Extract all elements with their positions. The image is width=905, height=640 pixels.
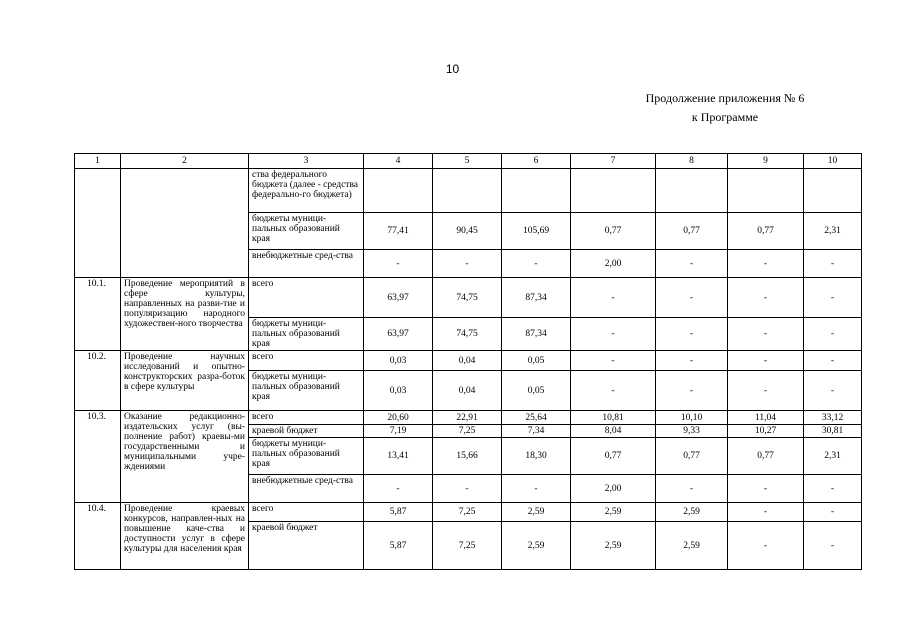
column-header: 8 [656, 154, 728, 169]
item-index-cell: 10.3. [75, 411, 121, 503]
value-cell: 2,59 [502, 522, 571, 570]
value-cell: - [433, 250, 502, 278]
value-cell [728, 169, 804, 213]
column-header: 5 [433, 154, 502, 169]
value-cell: 2,59 [571, 503, 656, 522]
value-cell [656, 169, 728, 213]
value-cell: 2,59 [656, 503, 728, 522]
value-cell: 0,77 [656, 438, 728, 475]
column-header: 10 [804, 154, 862, 169]
value-cell: - [804, 475, 862, 503]
value-cell: 0,04 [433, 351, 502, 371]
value-cell: - [804, 503, 862, 522]
value-cell: - [804, 318, 862, 351]
value-cell: 63,97 [364, 318, 433, 351]
column-header: 1 [75, 154, 121, 169]
value-cell [804, 169, 862, 213]
continuation-line-1: Продолжение приложения № 6 [645, 91, 805, 105]
value-cell: 0,05 [502, 371, 571, 411]
value-cell: - [804, 278, 862, 318]
value-cell: 0,04 [433, 371, 502, 411]
value-cell: - [433, 475, 502, 503]
value-cell: - [571, 318, 656, 351]
column-header: 4 [364, 154, 433, 169]
funding-source-cell: бюджеты муници-пальных образований края [249, 371, 364, 411]
value-cell: 2,59 [502, 503, 571, 522]
column-header: 3 [249, 154, 364, 169]
value-cell: - [571, 278, 656, 318]
value-cell: - [364, 475, 433, 503]
funding-source-cell: бюджеты муници-пальных образований края [249, 213, 364, 250]
value-cell: - [804, 522, 862, 570]
item-name-cell: Проведение научных исследований и опытно-конструкторских разра-боток в сфере культуры [121, 351, 249, 411]
value-cell [433, 169, 502, 213]
value-cell: - [364, 250, 433, 278]
value-cell: 7,25 [433, 522, 502, 570]
value-cell: 7,34 [502, 425, 571, 438]
value-cell: 9,33 [656, 425, 728, 438]
value-cell: - [728, 318, 804, 351]
value-cell: 0,77 [571, 438, 656, 475]
continuation-line-2: к Программе [691, 110, 759, 124]
value-cell: 10,27 [728, 425, 804, 438]
funding-source-cell: краевой бюджет [249, 522, 364, 570]
value-cell: 10,10 [656, 411, 728, 425]
value-cell: - [656, 475, 728, 503]
value-cell: 11,04 [728, 411, 804, 425]
value-cell: 74,75 [433, 318, 502, 351]
funding-source-cell: краевой бюджет [249, 425, 364, 438]
funding-source-cell: внебюджетные сред-ства [249, 250, 364, 278]
header-row [75, 154, 862, 169]
funding-source-cell: внебюджетные сред-ства [249, 475, 364, 503]
value-cell: 0,05 [502, 351, 571, 371]
value-cell: 2,00 [571, 475, 656, 503]
value-cell: - [728, 371, 804, 411]
value-cell: 30,81 [804, 425, 862, 438]
funding-source-cell: бюджеты муници-пальных образований края [249, 438, 364, 475]
value-cell: 0,77 [656, 213, 728, 250]
value-cell: 87,34 [502, 278, 571, 318]
item-index-cell [75, 169, 121, 278]
value-cell: 105,69 [502, 213, 571, 250]
funding-source-cell: бюджеты муници-пальных образований края [249, 318, 364, 351]
column-header: 7 [571, 154, 656, 169]
value-cell: 5,87 [364, 503, 433, 522]
value-cell: - [728, 522, 804, 570]
value-cell: - [502, 475, 571, 503]
funding-source-cell: всего [249, 503, 364, 522]
value-cell: 7,25 [433, 503, 502, 522]
value-cell: 77,41 [364, 213, 433, 250]
value-cell: 2,00 [571, 250, 656, 278]
value-cell: 15,66 [433, 438, 502, 475]
value-cell: - [804, 250, 862, 278]
table-row [75, 169, 862, 213]
value-cell: 2,59 [571, 522, 656, 570]
item-name-cell [121, 169, 249, 278]
value-cell: - [502, 250, 571, 278]
table-row [75, 278, 862, 318]
value-cell: 2,31 [804, 213, 862, 250]
value-cell: - [656, 318, 728, 351]
item-name-cell: Проведение мероприятий в сфере культуры, направленных на разви-тие и популяризацию народного художествен-ного творчества [121, 278, 249, 351]
table-row [75, 411, 862, 425]
value-cell: 0,77 [728, 213, 804, 250]
value-cell: - [804, 351, 862, 371]
value-cell: 5,87 [364, 522, 433, 570]
value-cell: - [571, 371, 656, 411]
value-cell: 18,30 [502, 438, 571, 475]
value-cell: - [571, 351, 656, 371]
value-cell: 13,41 [364, 438, 433, 475]
value-cell [571, 169, 656, 213]
value-cell: - [804, 371, 862, 411]
value-cell: 0,77 [571, 213, 656, 250]
value-cell: - [656, 278, 728, 318]
column-header: 6 [502, 154, 571, 169]
funding-source-cell: всего [249, 411, 364, 425]
budget-table [74, 153, 862, 570]
value-cell: - [728, 475, 804, 503]
item-index-cell: 10.1. [75, 278, 121, 351]
value-cell: 74,75 [433, 278, 502, 318]
value-cell: 8,04 [571, 425, 656, 438]
column-header: 2 [121, 154, 249, 169]
value-cell: 2,59 [656, 522, 728, 570]
continuation-note [560, 89, 890, 127]
value-cell [502, 169, 571, 213]
value-cell: 22,91 [433, 411, 502, 425]
value-cell: 7,19 [364, 425, 433, 438]
value-cell: 33,12 [804, 411, 862, 425]
value-cell: 0,03 [364, 371, 433, 411]
value-cell: - [656, 250, 728, 278]
value-cell: 0,03 [364, 351, 433, 371]
value-cell: 10,81 [571, 411, 656, 425]
value-cell: - [728, 503, 804, 522]
funding-source-cell: всего [249, 278, 364, 318]
item-name-cell: Оказание редакционно-издательских услуг (вы-полнение работ) краевы-ми государственными и муниципальными учре-ждениями [121, 411, 249, 503]
value-cell: - [728, 351, 804, 371]
value-cell: 20,60 [364, 411, 433, 425]
page-number: 10 [445, 62, 460, 76]
value-cell: - [656, 351, 728, 371]
funding-source-cell: всего [249, 351, 364, 371]
value-cell: 2,31 [804, 438, 862, 475]
value-cell: 87,34 [502, 318, 571, 351]
value-cell: 63,97 [364, 278, 433, 318]
value-cell: 7,25 [433, 425, 502, 438]
table-row [75, 351, 862, 371]
value-cell: - [656, 371, 728, 411]
value-cell: - [728, 278, 804, 318]
value-cell: 90,45 [433, 213, 502, 250]
funding-source-cell: ства федерального бюджета (далее - средства федерально-го бюджета) [249, 169, 364, 213]
item-index-cell: 10.2. [75, 351, 121, 411]
value-cell [364, 169, 433, 213]
item-index-cell: 10.4. [75, 503, 121, 570]
item-name-cell: Проведение краевых конкурсов, направлен-ных на повышение каче-ства и доступности услуг в сфере культуры для населения края [121, 503, 249, 570]
value-cell: - [728, 250, 804, 278]
value-cell: 25,64 [502, 411, 571, 425]
value-cell: 0,77 [728, 438, 804, 475]
column-header: 9 [728, 154, 804, 169]
table-row [75, 503, 862, 522]
